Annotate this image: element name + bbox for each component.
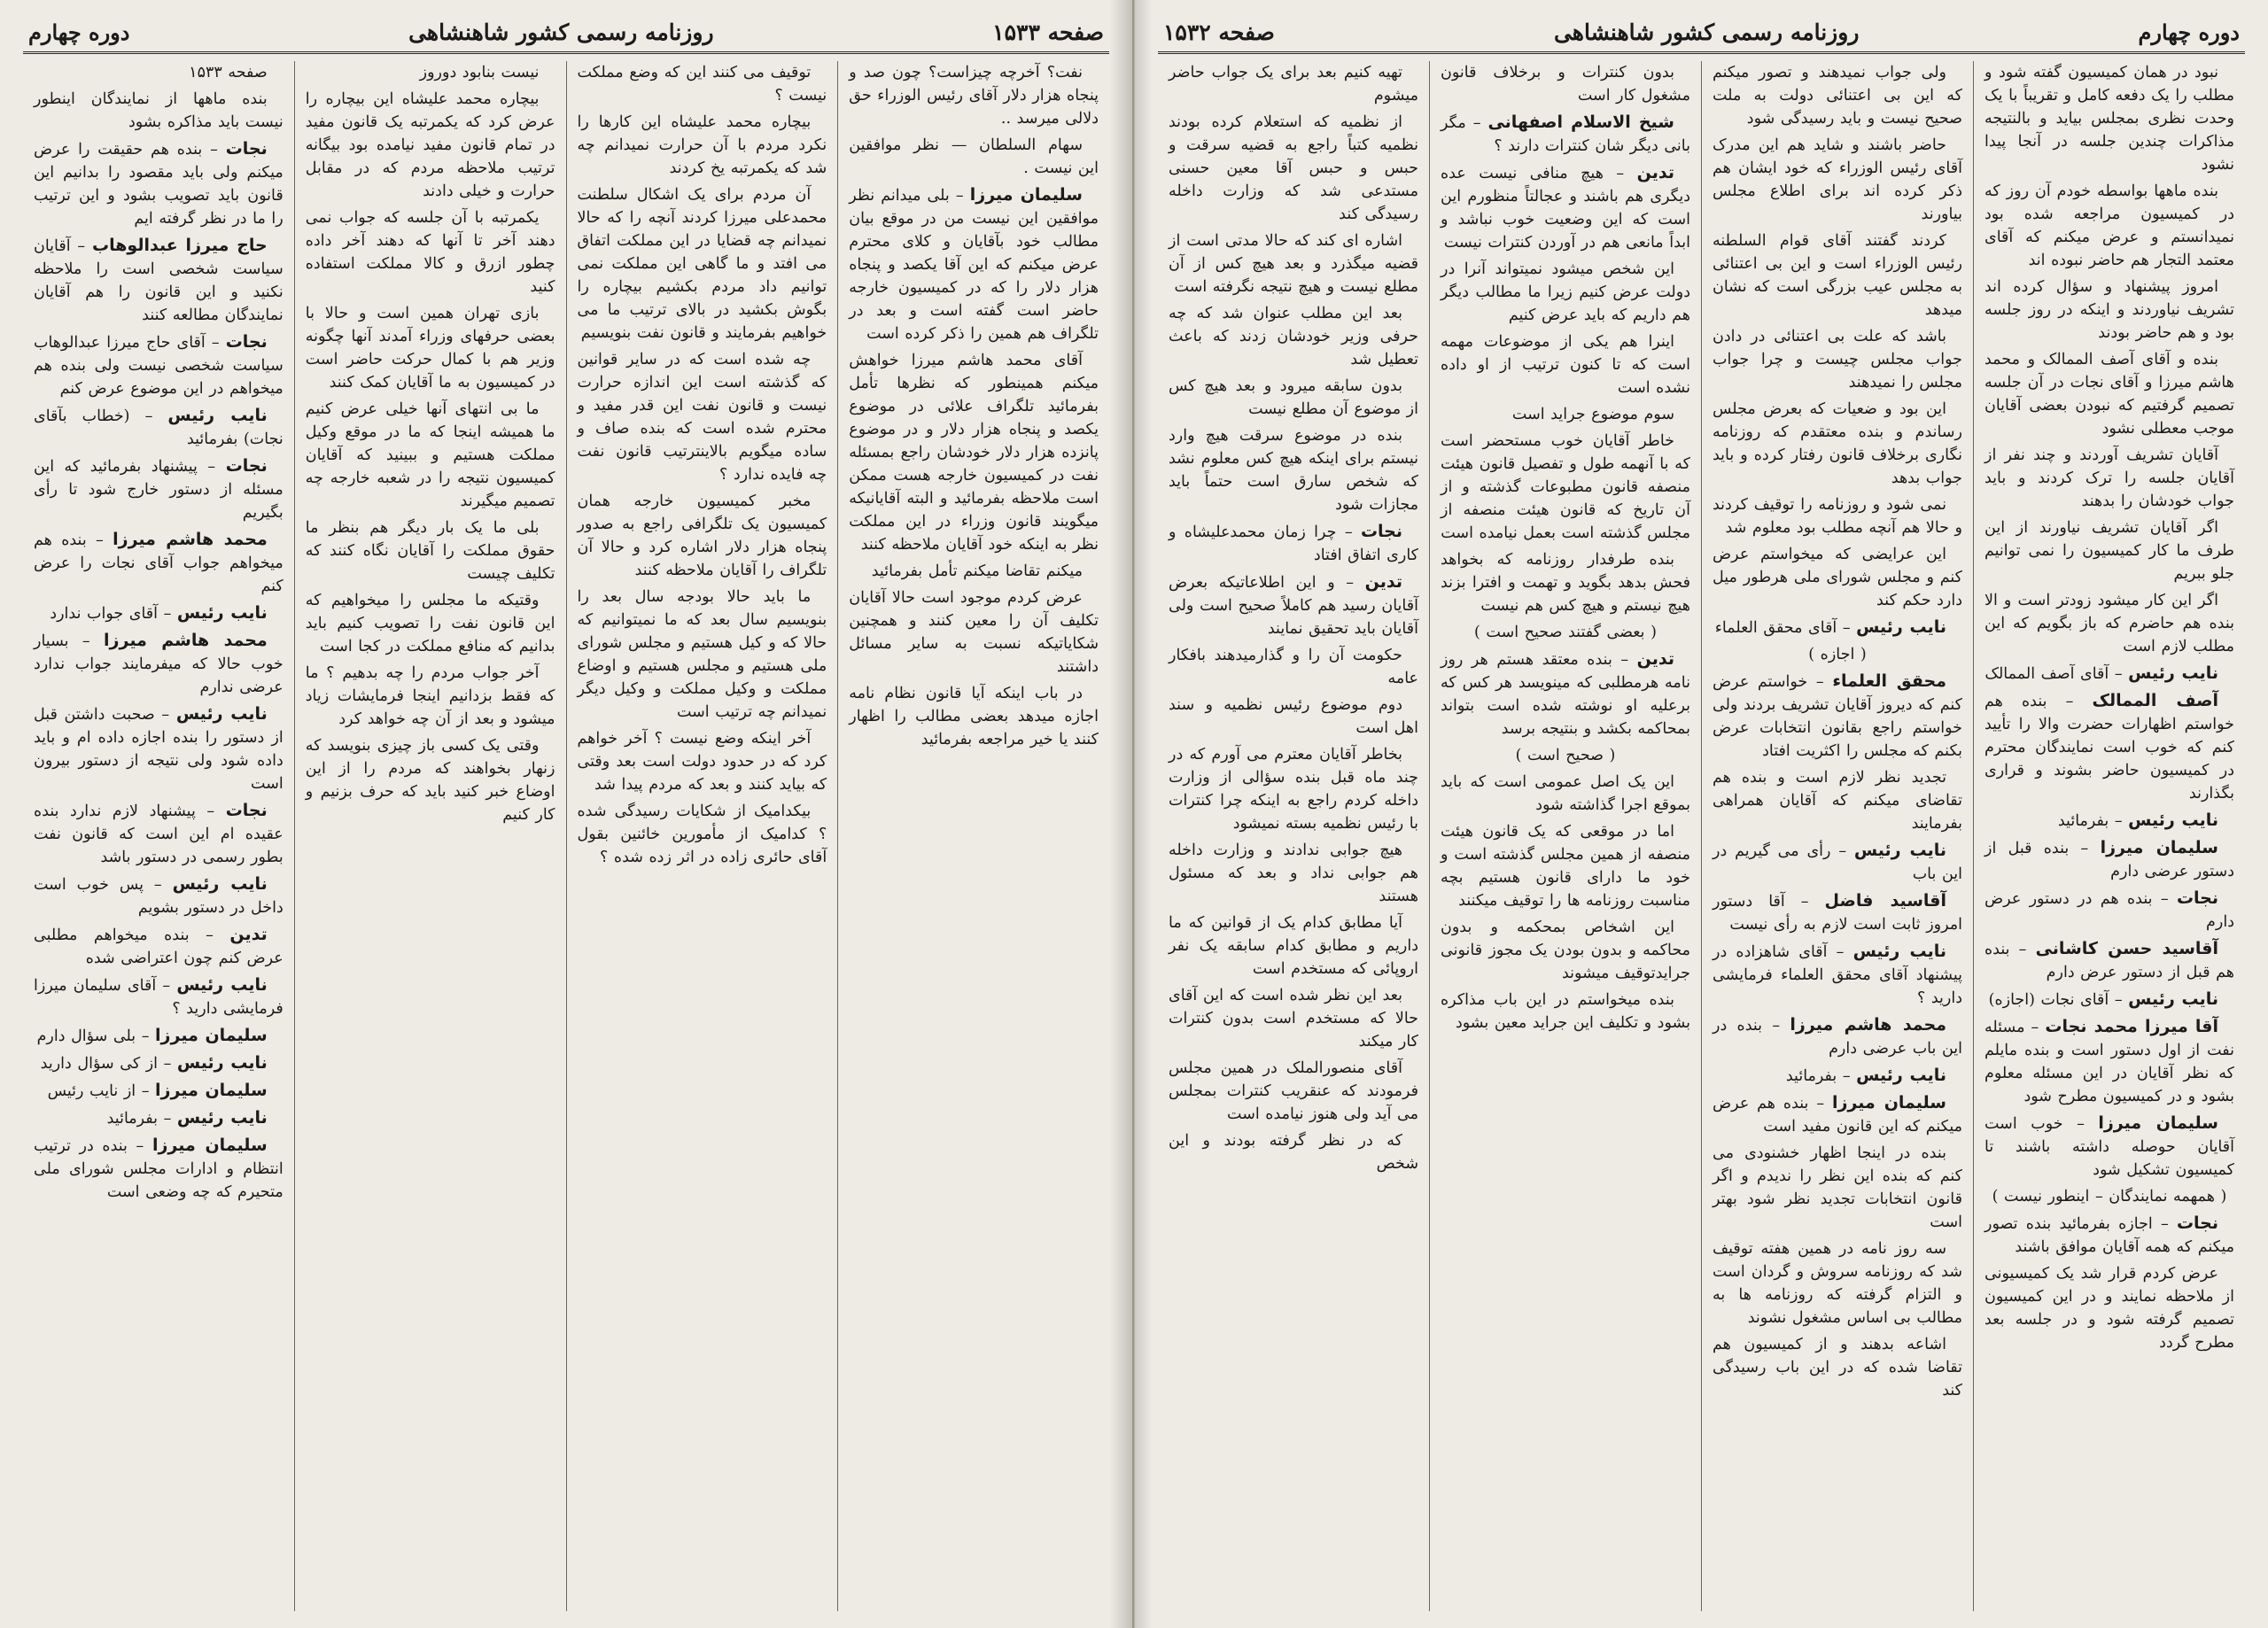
paragraph: امروز پیشنهاد و سؤال کرده اند تشریف نیاوردند و اینکه در روز جلسه بود و هم حاضر بودند: [1984, 278, 2234, 342]
paragraph: آن مردم برای یک اشکال سلطنت محمدعلی میرزا کردند آنچه را که حالا نمیدانم چه قضایا در این مملکت اتفاق می افتد و ما گاهی این مملکت نمی توانیم داد مردم بکشیم بیچاره را بگوش بکشید در بالای ترتیب ما می خواهیم بفرمایند و قانون نفت بنویسیم: [577, 186, 827, 342]
paragraph: سلیمان میرزا – بلی میدانم نظر موافقین این نیست من در موقع بیان مطالب خود بآقایان و کلای محترم عرض میکنم که این آقا یکصد و پنجاه هزار دلار را که در کمیسیون خارجه حاضر است گفته است و بعد در تلگراف هم همین را ذکر کرده است: [849, 185, 1099, 343]
paragraph: بیکدامیک از شکایات رسیدگی شده ؟ کدامیک از مأمورین خائنین بقول آقای حائری زاده در اثر زده شده ؟: [577, 802, 827, 866]
paragraph: سلیمان میرزا – بنده قبل از دستور عرضی دارم: [1984, 838, 2234, 880]
paragraph: ولی جواب نمیدهند و تصور میکنم که این بی اعتنائی دولت به ملت صحیح نیست و باید رسیدگی شود: [1713, 64, 1962, 128]
period-label: دوره چهارم: [2138, 19, 2240, 45]
text-column: [1973, 61, 2245, 1611]
speaker-name: شیخ الاسلام اصفهانی: [1487, 112, 1674, 132]
paragraph: نایب رئیس – آقای شاهزاده در پیشنهاد آقای محقق العلماء فرمایشی دارید ؟: [1713, 942, 1962, 1007]
speaker-name: نایب رئیس: [1856, 617, 1946, 637]
paragraph: تدین – هیچ منافی نیست عده دیگری هم باشند و عجالتاً منظورم این است که این وضعیت خوب نباشد و ابداً مانعی هم در آوردن کنترات نیست: [1441, 163, 1690, 252]
paragraph: بازی تهران همین است و حالا با بعضی حرفهای وزراء آمدند آنها چگونه وزیر هم با کمال حرکت حاضر است در کمیسیون به ما آقایان کمک کنند: [305, 305, 555, 391]
paragraph: عرض کردم موجود است حالا آقایان تکلیف آن را معین کنند و همچنین شکایاتیکه نسبت به سایر مسائل داشتند: [849, 589, 1099, 676]
paragraph: نجات – آقای حاج میرزا عبدالوهاب سیاست شخصی نیست ولی بنده هم میخواهم در این موضوع عرض کنم: [34, 332, 284, 398]
speaker-name: نایب رئیس: [176, 1108, 268, 1128]
text-column: [566, 61, 838, 1611]
left-page-header: [23, 12, 1109, 54]
speaker-name: تدین: [1636, 163, 1674, 182]
paragraph: از نظمیه که استعلام کرده بودند نظمیه کتباً راجع به قضیه سرقت و حبس و حبس آقا معین حسنی مستدعی شد که وزارت داخله رسیدگی کند: [1169, 113, 1418, 223]
speaker-name: نایب رئیس: [1856, 1066, 1946, 1085]
paragraph: نایب رئیس – آقای نجات (اجازه): [1988, 989, 2218, 1009]
text-column: [1429, 61, 1701, 1611]
speaker-name: نجات: [2176, 1213, 2218, 1233]
paragraph: نایب رئیس – (خطاب بآقای نجات) بفرمائید: [34, 406, 284, 448]
speaker-name: محمد هاشم میرزا: [1790, 1015, 1946, 1035]
paragraph: بلی ما یک بار دیگر هم بنظر ما حقوق مملکت را آقایان نگاه کنند که تکلیف چیست: [305, 519, 555, 583]
paragraph: آقا میرزا محمد نجات – مسئله نفت از اول دستور است و بنده مایلم که نظر آقایان در این مسئله معلوم بشود و در کمیسیون مطرح شود: [1984, 1017, 2234, 1105]
paragraph: تدین – بنده میخواهم مطلبی عرض کنم چون اعتراضی شده: [34, 925, 284, 967]
paragraph: بنده میخواستم در این باب مذاکره بشود و تکلیف این جراید معین بشود: [1441, 991, 1690, 1032]
speaker-name: سلیمان میرزا: [2098, 1113, 2218, 1133]
text-column: [23, 61, 294, 1611]
paragraph: بنده در موضوع سرقت هیچ وارد نیستم برای اینکه هیچ کس معلوم نشد که شخص سارق است حتماً باید مجازات شود: [1169, 427, 1418, 514]
paragraph: توقیف می کنند این که وضع مملکت نیست ؟: [577, 64, 827, 105]
paragraph: سلیمان میرزا – بنده هم عرض میکنم که این قانون مفید است: [1713, 1093, 1962, 1136]
speaker-name: نجات: [225, 139, 268, 159]
right-page-columns: [1158, 61, 2245, 1611]
speaker-name: نایب رئیس: [176, 975, 268, 995]
paragraph: این عرایضی که میخواستم عرض کنم و مجلس شورای ملی هرطور میل دارد حکم کند: [1713, 546, 1962, 609]
period-label: دوره چهارم: [28, 19, 130, 45]
speaker-name: محقق العلماء: [1832, 671, 1946, 691]
paragraph: یکمرتبه با آن جلسه که جواب نمی دهند آخر تا آنها که دهند آخر داده چطور ازرق و کالا مملکت استفاده کنید: [305, 209, 555, 296]
speaker-name: حاج میرزا عبدالوهاب: [92, 236, 268, 255]
paragraph: آقای محمد هاشم میرزا خواهش میکنم همینطور که نظرها تأمل بفرمائید تلگراف علائی در موضوع یکصد و پنجاه هزار دلار و در موضوع پانزده هزار دلار خودشان راجع بمسئله نفت در کمیسیون خارجه هست ممکن است ملاحظه بفرمائید و البته آقایانیکه میگویند قانون وزراء در این مملکت نظر به اینکه خود آقایان ملاحظه کنند: [849, 352, 1099, 554]
speaker-name: سلیمان میرزا: [2100, 838, 2218, 857]
speaker-name: نایب رئیس: [1852, 942, 1946, 961]
paragraph: بعد این نظر شده است که این آقای حالا که مستخدم است بدون کنترات کار میکند: [1169, 987, 1418, 1050]
paragraph: بنده ماهها بواسطه خودم آن روز که در کمیسیون مراجعه شده بود نمیدانستم و عرض میکنم که آقای معتمد التجار هم حاضر نبوده اند: [1984, 182, 2234, 269]
paragraph: آصف الممالک – بنده هم خواستم اظهارات حضرت والا را تأیید کنم که خوب است نمایندگان محترم در کمیسیون حاضر بشوند و قراری بگذارند: [1984, 691, 2234, 802]
newspaper-title: روزنامه رسمی کشور شاهنشاهی: [408, 19, 714, 45]
paragraph: این یک اصل عمومی است که باید بموقع اجرا گذاشته شود: [1441, 773, 1690, 814]
paragraph: محمد هاشم میرزا – بنده هم میخواهم جواب آقای نجات را عرض کنم: [34, 530, 284, 595]
speaker-name: تدین: [1364, 572, 1402, 592]
paragraph: این اشخاص بمحکمه و بدون محاکمه و بدون بودن یک مجوز قانونی جرایدتوقیف میشوند: [1441, 919, 1690, 982]
paragraph: نایب رئیس – رأی می گیریم در این باب: [1713, 841, 1962, 883]
paragraph: میکنم تقاضا میکنم تأمل بفرمائید: [871, 562, 1083, 580]
speaker-name: نجات: [2176, 888, 2218, 908]
speaker-name: نایب رئیس: [172, 874, 268, 894]
paragraph: دوم موضوع رئیس نظمیه و سند اهل است: [1169, 696, 1418, 737]
paragraph: حکومت آن را و گذارمیدهند بافکار عامه: [1169, 647, 1418, 687]
paragraph: بدون سابقه میرود و بعد هیچ کس از موضوع آن مطلع نیست: [1169, 377, 1418, 418]
speaker-name: نجات: [225, 456, 268, 476]
speaker-name: نجات: [225, 332, 268, 352]
paragraph: سلیمان میرزا – بلی سؤال دارم: [36, 1026, 268, 1045]
speaker-name: نایب رئیس: [2128, 663, 2218, 683]
paragraph: نجات – بنده هم در دستور عرض دارم: [1984, 888, 2234, 931]
paragraph: اشاعه بدهند و از کمیسیون هم تقاضا شده که در این باب رسیدگی کند: [1713, 1336, 1962, 1399]
paragraph: نبود در همان کمیسیون گفته شود و مطلب را یک دفعه کامل و تقریباً با یک وحدت نظری بمجلس بیاید و بالنتیجه مذاکرات چندین جلسه در آنجا پیدا نشود: [1984, 64, 2234, 174]
paragraph: بنده طرفدار روزنامه که بخواهد فحش بدهد بگوید و تهمت و افترا بزند هیچ نیستم و هیچ کس هم نیست: [1441, 551, 1690, 615]
speaker-name: محمد هاشم میرزا: [104, 631, 268, 650]
paragraph: سه روز نامه در همین هفته توقیف شد که روزنامه سروش و گردان است و التزام گرفته که روزنامه ها به مطالب بی اساس مشغول نشوند: [1713, 1240, 1962, 1327]
paragraph: نایب رئیس – صحبت داشتن قبل از دستور را بنده اجازه داده ام و باید داده شود ولی نتیجه از دستور بیرون است: [34, 704, 284, 793]
paragraph: نایب رئیس – پس خوب است داخل در دستور بشویم: [34, 874, 284, 917]
paragraph: محقق العلماء – خواستم عرض کنم که دیروز آقایان تشریف بردند ولی خواستم راجع بقانون انتخابات عرض بکنم که مجلس را اکثریت افتاد: [1713, 671, 1962, 760]
speaker-name: تدین: [229, 925, 268, 944]
speaker-name: نجات: [1360, 522, 1402, 541]
paragraph: محمد هاشم میرزا – بسیار خوب حالا که میفرمایند جواب ندارد عرضی ندارم: [34, 631, 284, 696]
paragraph: بیچاره محمد علیشاه این کارها را نکرد مردم با آن حرارت نمیدانم چه شد که یکمرتبه یخ کردند: [577, 113, 827, 177]
paragraph: نفت؟ آخرچه چیزاست؟ چون صد و پنجاه هزار دلار آقای رئیس الوزراء حق دلالی میرسد ..: [849, 64, 1099, 128]
paragraph: چه شده است که در سایر قوانین که گذشته است این اندازه حرارت نیست و قانون نفت این قدر مفید و محترم شده است که بنده صاف و ساده میگویم بالاینترتیب قانون نفت چه فایده ندارد ؟: [577, 351, 827, 484]
paragraph: در باب اینکه آیا قانون نظام نامه اجازه میدهد بعضی مطالب را اظهار کنند یا خیر مراجعه بفرمائید: [849, 685, 1099, 748]
paragraph: نایب رئیس – آقای محقق العلماء: [1714, 617, 1946, 637]
paragraph: تهیه کنیم بعد برای یک جواب حاضر میشوم: [1169, 64, 1418, 105]
paragraph: اگر آقایان تشریف نیاورند از این طرف ما کار کمیسیون را نمی توانیم جلو ببریم: [1984, 519, 2234, 583]
paragraph: ما بی انتهای آنها خیلی عرض کنیم ما همیشه اینجا که ما در موقع وکیل مملکت هستیم و ببینید که آقایان کمیسیون نتیجه را در شعبه خارجه چه تصمیم میگیرند: [305, 400, 555, 510]
right-page: [1134, 0, 2268, 1628]
paragraph: بنده و آقای آصف الممالک و محمد هاشم میرزا و آقای نجات در آن جلسه تصمیم گرفتیم که نبودن بعضی آقایان موجب معطلی نشود: [1984, 351, 2234, 438]
paragraph: محمد هاشم میرزا – بنده در این باب عرضی دارم: [1713, 1015, 1962, 1058]
paragraph: بنده در اینجا اظهار خشنودی می کنم که بنده این نظر را ندیدم و اگر قانون انتخابات تجدید نظر شود بهتر است: [1713, 1144, 1962, 1231]
paragraph: کردند گفتند آقای قوام السلطنه رئیس الوزراء است و این بی اعتنائی به مجلس عیب بزرگی است که نشان میدهد: [1713, 232, 1962, 319]
paragraph: صفحه ۱۵۳۳: [189, 64, 268, 81]
paragraph: ( صحیح است ): [1515, 747, 1616, 764]
paragraph: اشاره ای کند که حالا مدتی است از قضیه میگذرد و بعد هیچ کس از آن مطلع نیست و هیچ نتیجه نگرفته است: [1169, 232, 1418, 296]
paragraph: سوم موضوع جراید است: [1511, 406, 1674, 423]
paragraph: باشد که علت بی اعتنائی در دادن جواب مجلس چیست و چرا جواب مجلس را نمیدهند: [1713, 328, 1962, 391]
paragraph: سلیمان میرزا – بنده در ترتیب انتظام و ادارات مجلس شورای ملی متحیرم که چه وضعی است: [34, 1136, 284, 1201]
paragraph: شیخ الاسلام اصفهانی – مگر بانی دیگر شان کنترات دارند ؟: [1441, 112, 1690, 155]
speaker-name: نایب رئیس: [175, 704, 268, 724]
paragraph: وقتی یک کسی باز چیزی بنویسد که زنهار بخواهند که مردم را از این اوضاع خبر کنید باید که حرف بزنیم و کار کنیم: [305, 737, 555, 824]
paragraph: نجات – پیشنهاد بفرمائید که این مسئله از دستور خارج شود تا رأی بگیریم: [34, 456, 284, 522]
speaker-name: سلیمان میرزا: [155, 1026, 268, 1045]
speaker-name: آصف الممالک: [2092, 691, 2218, 710]
paragraph: خاطر آقایان خوب مستحضر است که با آنهمه طول و تفصیل قانون هیئت منصفه قانون مطبوعات گذشته و از آن تاریخ که قانون هیئت منصفه از مجلس گذشته است بعمل نیامده است: [1441, 432, 1690, 542]
paragraph: ( همهمه نمایندگان – اینطور نیست ): [1992, 1188, 2227, 1205]
text-column: [294, 61, 566, 1611]
paragraph: بخاطر آقایان معترم می آورم که در چند ماه قبل بنده سؤالی از وزارت داخله کردم راجع به اینکه چرا کنترات با رئیس نظمیه بسته نمیشود: [1169, 746, 1418, 833]
paragraph: آخر جواب مردم را چه بدهیم ؟ ما که فقط بزدانیم اینجا فرمایشات زیاد میشود و بعد از آن چه خواهد کرد: [305, 664, 555, 728]
speaker-name: نایب رئیس: [167, 406, 268, 425]
speaker-name: محمد هاشم میرزا: [113, 530, 268, 549]
paragraph: نایب رئیس – آقای سلیمان میرزا فرمایشی دارید ؟: [34, 975, 284, 1018]
speaker-name: سلیمان میرزا: [1831, 1093, 1946, 1112]
newspaper-title: روزنامه رسمی کشور شاهنشاهی: [1553, 19, 1860, 45]
speaker-name: نایب رئیس: [2128, 810, 2218, 830]
paragraph: هیچ جوابی ندادند و وزارت داخله هم جوابی نداد و بعد که مسئول هستند: [1169, 841, 1418, 905]
page-number: صفحه ۱۵۳۳: [992, 19, 1104, 45]
paragraph: ( بعضی گفتند صحیح است ): [1474, 624, 1657, 641]
paragraph: نایب رئیس – آقای جواب ندارد: [50, 603, 268, 623]
paragraph: آقای منصورالملک در همین مجلس فرمودند که عنقریب کنترات بمجلس می آید ولی هنوز نیامده است: [1169, 1059, 1418, 1123]
paragraph: ما باید حالا بودجه سال بعد را بنویسیم سال بعد که ما نمیتوانیم که حالا که و کیل هستیم و مجلس شورای ملی هستیم و مجلس هستیم و اوضاع مملکت و وکیل مملکت و وکیل دیگر نمیدانم چه ترتیب است: [577, 588, 827, 721]
paragraph: نجات – چرا زمان محمدعلیشاه و کاری اتفاق افتاد: [1169, 522, 1418, 564]
paragraph: حاج میرزا عبدالوهاب – آقایان سیاست شخصی است را ملاحظه نکنید و این قانون را هم آقایان نمایندگان مطالعه کنند: [34, 236, 284, 324]
page-number: صفحه ۱۵۳۲: [1163, 19, 1275, 45]
text-column: [1701, 61, 1973, 1611]
paragraph: سهام السلطان — نظر موافقین این نیست .: [849, 136, 1099, 177]
paragraph: نیست بنابود دوروز: [419, 64, 540, 81]
speaker-name: نایب رئیس: [176, 1053, 268, 1073]
paragraph: تدین – بنده معتقد هستم هر روز نامه هرمطلبی که مینویسد هر کس که برعلیه او نوشته شده است بتواند بمحاکمه بکشد و بنتیجه برسد: [1441, 649, 1690, 738]
paragraph: مخبر کمیسیون خارجه همان کمیسیون یک تلگرافی راجع به صدور پنجاه هزار دلار اشاره کرد و حالا آن تلگراف را آقایان ملاحظه کنند: [577, 492, 827, 579]
speaker-name: سلیمان میرزا: [155, 1081, 268, 1100]
paragraph: نایب رئیس – از کی سؤال دارید: [40, 1053, 268, 1073]
speaker-name: نایب رئیس: [1853, 841, 1946, 860]
paragraph: نایب رئیس – بفرمائید: [106, 1108, 268, 1128]
paragraph: که در نظر گرفته بودند و این شخص: [1169, 1132, 1418, 1173]
paragraph: این شخص میشود نمیتواند آنرا در دولت عرض کنیم زیرا ما مطالب دیگر هم داریم که باید عرض کنیم: [1441, 260, 1690, 324]
left-page-columns: [23, 61, 1109, 1611]
speaker-name: سلیمان میرزا: [151, 1136, 268, 1155]
paragraph: بنده ماهها از نمایندگان اینطور نیست باید مذاکره بشود: [34, 90, 284, 131]
speaker-name: آقا میرزا محمد نجات: [2045, 1017, 2218, 1036]
paragraph: تدین – و این اطلاعاتیکه بعرض آقایان رسید هم کاملاً صحیح است ولی آقایان باید تحقیق نمایند: [1169, 572, 1418, 638]
speaker-name: نایب رئیس: [2128, 989, 2218, 1009]
paragraph: نجات – بنده هم حقیقت را عرض میکنم ولی باید مقصود را بدانیم این قانون باید تصویب بشود و این ترتیب را ما در نظر گرفته ایم: [34, 139, 284, 228]
paragraph: تجدید نظر لازم است و بنده هم تقاضای میکنم که آقایان همراهی بفرمایند: [1713, 769, 1962, 833]
paragraph: بعد این مطلب عنوان شد که چه حرفی وزیر خودشان زدند که باعث تعطیل شد: [1169, 305, 1418, 368]
paragraph: نایب رئیس – آقای آصف الممالک: [1984, 663, 2218, 683]
paragraph: آقایان تشریف آوردند و چند نفر از آقایان جلسه را ترک کردند و باید جواب خودشان را بدهند: [1984, 446, 2234, 510]
paragraph: نمی شود و روزنامه را توقیف کردند و حالا هم آنچه مطلب بود معلوم شد: [1713, 496, 1962, 537]
paragraph: سلیمان میرزا – از نایب رئیس: [47, 1081, 268, 1100]
paragraph: آقاسید فاضل – آقا دستور امروز ثابت است لازم به رأی نیست: [1713, 891, 1962, 934]
speaker-name: سلیمان میرزا: [969, 185, 1083, 205]
paragraph: حاضر باشند و شاید هم این مدرک آقای رئیس الوزراء که خود ایشان هم ذکر کرده اند برای اطلاع مجلس بیاورند: [1713, 136, 1962, 223]
paragraph: اگر این کار میشود زودتر است و الا بنده هم حاضرم که باز بگویم که این مطلب لازم است: [1984, 592, 2234, 655]
paragraph: آخر اینکه وضع نیست ؟ آخر خواهم کرد که در حدود دولت است بعد وقتی که بیاید کنند و بعد که مردم پیدا شد: [577, 730, 827, 794]
speaker-name: نجات: [225, 801, 268, 820]
paragraph: سلیمان میرزا – خوب است آقایان حوصله داشته باشند تا کمیسیون تشکیل شود: [1984, 1113, 2234, 1179]
gutter-shadow: [1135, 0, 1153, 1628]
paragraph: ( اجازه ): [1808, 646, 1867, 663]
paragraph: بیچاره محمد علیشاه این بیچاره را عرض کرد که یکمرتبه یک قانون مفید در تمام قانون مفید نیامده بود بیگانه ترتیب ملاحظه مردم که در مقابل حرارت و خیلی دادند: [305, 90, 555, 200]
paragraph: اینرا هم یکی از موضوعات مهمه است که تا کنون ترتیب از او داده نشده است: [1441, 333, 1690, 397]
speaker-name: آقاسید حسن کاشانی: [2035, 939, 2218, 958]
speaker-name: نایب رئیس: [176, 603, 268, 623]
paragraph: این بود و ضعیات که بعرض مجلس رساندم و بنده معتقدم که روزنامه نگاری برخلاف قانون رفتار کرده و باید جواب بدهد: [1713, 400, 1962, 487]
paragraph: آیا مطابق کدام یک از قوانین که ما داریم و مطابق کدام سابقه یک نفر اروپائی که مستخدم است: [1169, 914, 1418, 978]
paragraph: عرض کردم قرار شد یک کمیسیونی از ملاحظه نمایند و در این کمیسیون تصمیم گرفته شود و در جلسه بعد مطرح گردد: [1984, 1265, 2234, 1352]
paragraph: نجات – اجازه بفرمائید بنده تصور میکنم که همه آقایان موافق باشند: [1984, 1213, 2234, 1256]
paragraph: آقاسید حسن کاشانی – بنده هم قبل از دستور عرض دارم: [1984, 939, 2234, 981]
paragraph: وقتیکه ما مجلس را میخواهیم که این قانون نفت را تصویب کنیم باید بدانیم که منافع مملکت در کجا است: [305, 592, 555, 655]
speaker-name: آقاسید فاضل: [1824, 891, 1946, 911]
paragraph: اما در موقعی که یک قانون هیئت منصفه از همین مجلس گذشته است و خود ما دارای قانون هستیم بچه مناسبت روزنامه ها را توقیف میکنند: [1441, 823, 1690, 910]
text-column: [1158, 61, 1429, 1611]
right-page-header: [1158, 12, 2245, 54]
paragraph: نایب رئیس – بفرمائید: [1785, 1066, 1946, 1085]
paragraph: نایب رئیس – بفرمائید: [2057, 810, 2218, 830]
paragraph: نجات – پیشنهاد لازم ندارد بنده عقیده ام این است که قانون نفت بطور رسمی در دستور باشد: [34, 801, 284, 866]
text-column: [837, 61, 1109, 1611]
gutter-shadow: [1109, 0, 1132, 1628]
speaker-name: تدین: [1636, 649, 1674, 669]
paragraph: بدون کنترات و برخلاف قانون مشغول کار است: [1441, 64, 1690, 105]
